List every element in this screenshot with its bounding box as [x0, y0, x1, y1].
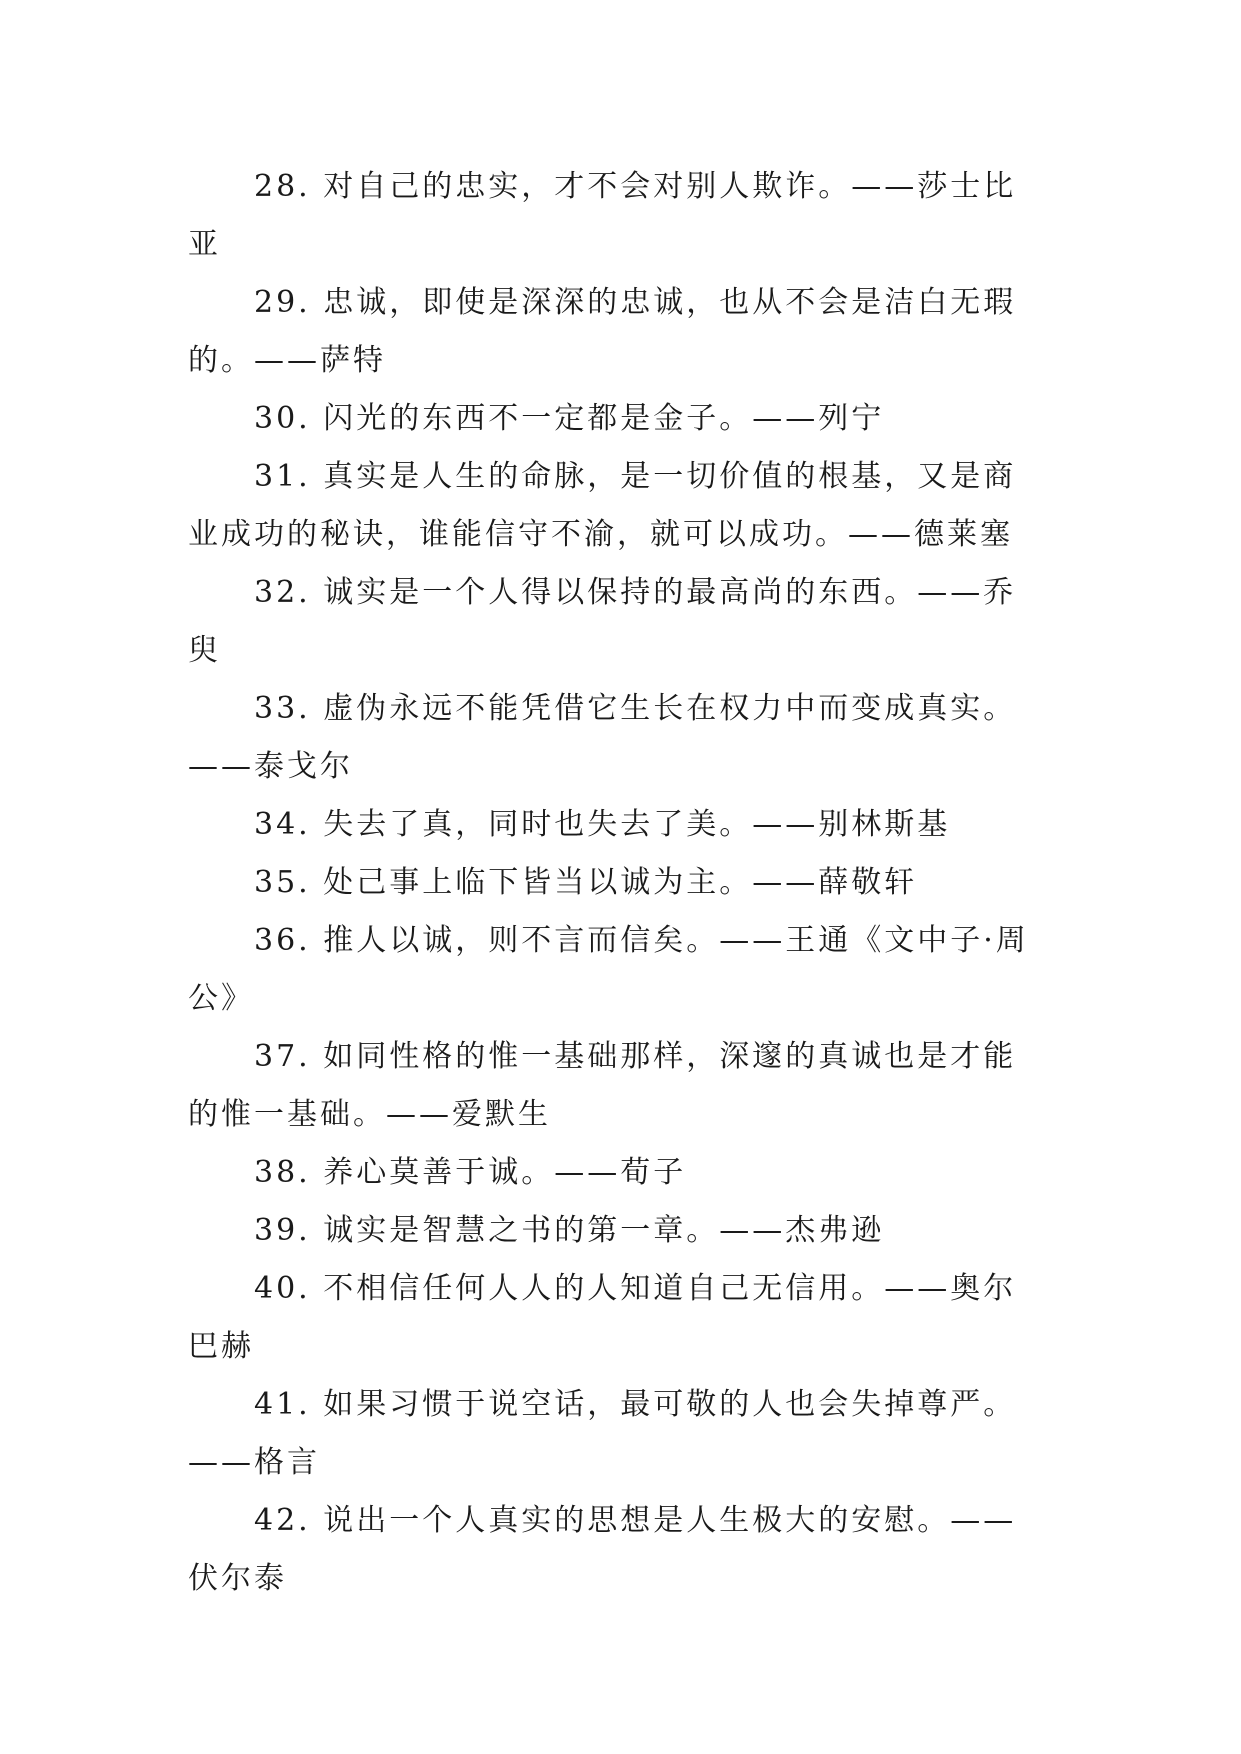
quote-item: 38. 养心莫善于诚。——荀子 — [254, 1155, 687, 1190]
quote-item: 40. 不相信任何人人的人知道自己无信用。——奥尔巴赫 — [188, 1271, 1017, 1364]
quote-item: 31. 真实是人生的命脉，是一切价值的根基，又是商业成功的秘诀，谁能信守不渝，就可以成功。——德莱塞 — [188, 459, 1017, 552]
quote-item: 37. 如同性格的惟一基础那样，深邃的真诚也是才能的惟一基础。——爱默生 — [188, 1039, 1017, 1132]
quote-item: 34. 失去了真，同时也失去了美。——别林斯基 — [254, 807, 951, 842]
quote-item: 36. 推人以诚，则不言而信矣。——王通《文中子·周公》 — [188, 923, 1029, 1016]
quote-item: 39. 诚实是智慧之书的第一章。——杰弗逊 — [254, 1213, 885, 1248]
quote-item: 32. 诚实是一个人得以保持的最高尚的东西。——乔臾 — [188, 575, 1017, 668]
quote-item: 42. 说出一个人真实的思想是人生极大的安慰。——伏尔泰 — [188, 1503, 1017, 1596]
quote-item: 28. 对自己的忠实，才不会对别人欺诈。——莎士比亚 — [188, 169, 1017, 262]
quote-item: 30. 闪光的东西不一定都是金子。——列宁 — [254, 401, 885, 436]
quote-item: 29. 忠诚，即使是深深的忠诚，也从不会是洁白无瑕的。——萨特 — [188, 285, 1017, 378]
quote-item: 41. 如果习惯于说空话，最可敬的人也会失掉尊严。——格言 — [188, 1387, 1017, 1480]
quote-item: 33. 虚伪永远不能凭借它生长在权力中而变成真实。——泰戈尔 — [188, 691, 1017, 784]
quote-item: 35. 处己事上临下皆当以诚为主。——薛敬轩 — [254, 865, 918, 900]
quote-list — [188, 158, 1048, 1608]
